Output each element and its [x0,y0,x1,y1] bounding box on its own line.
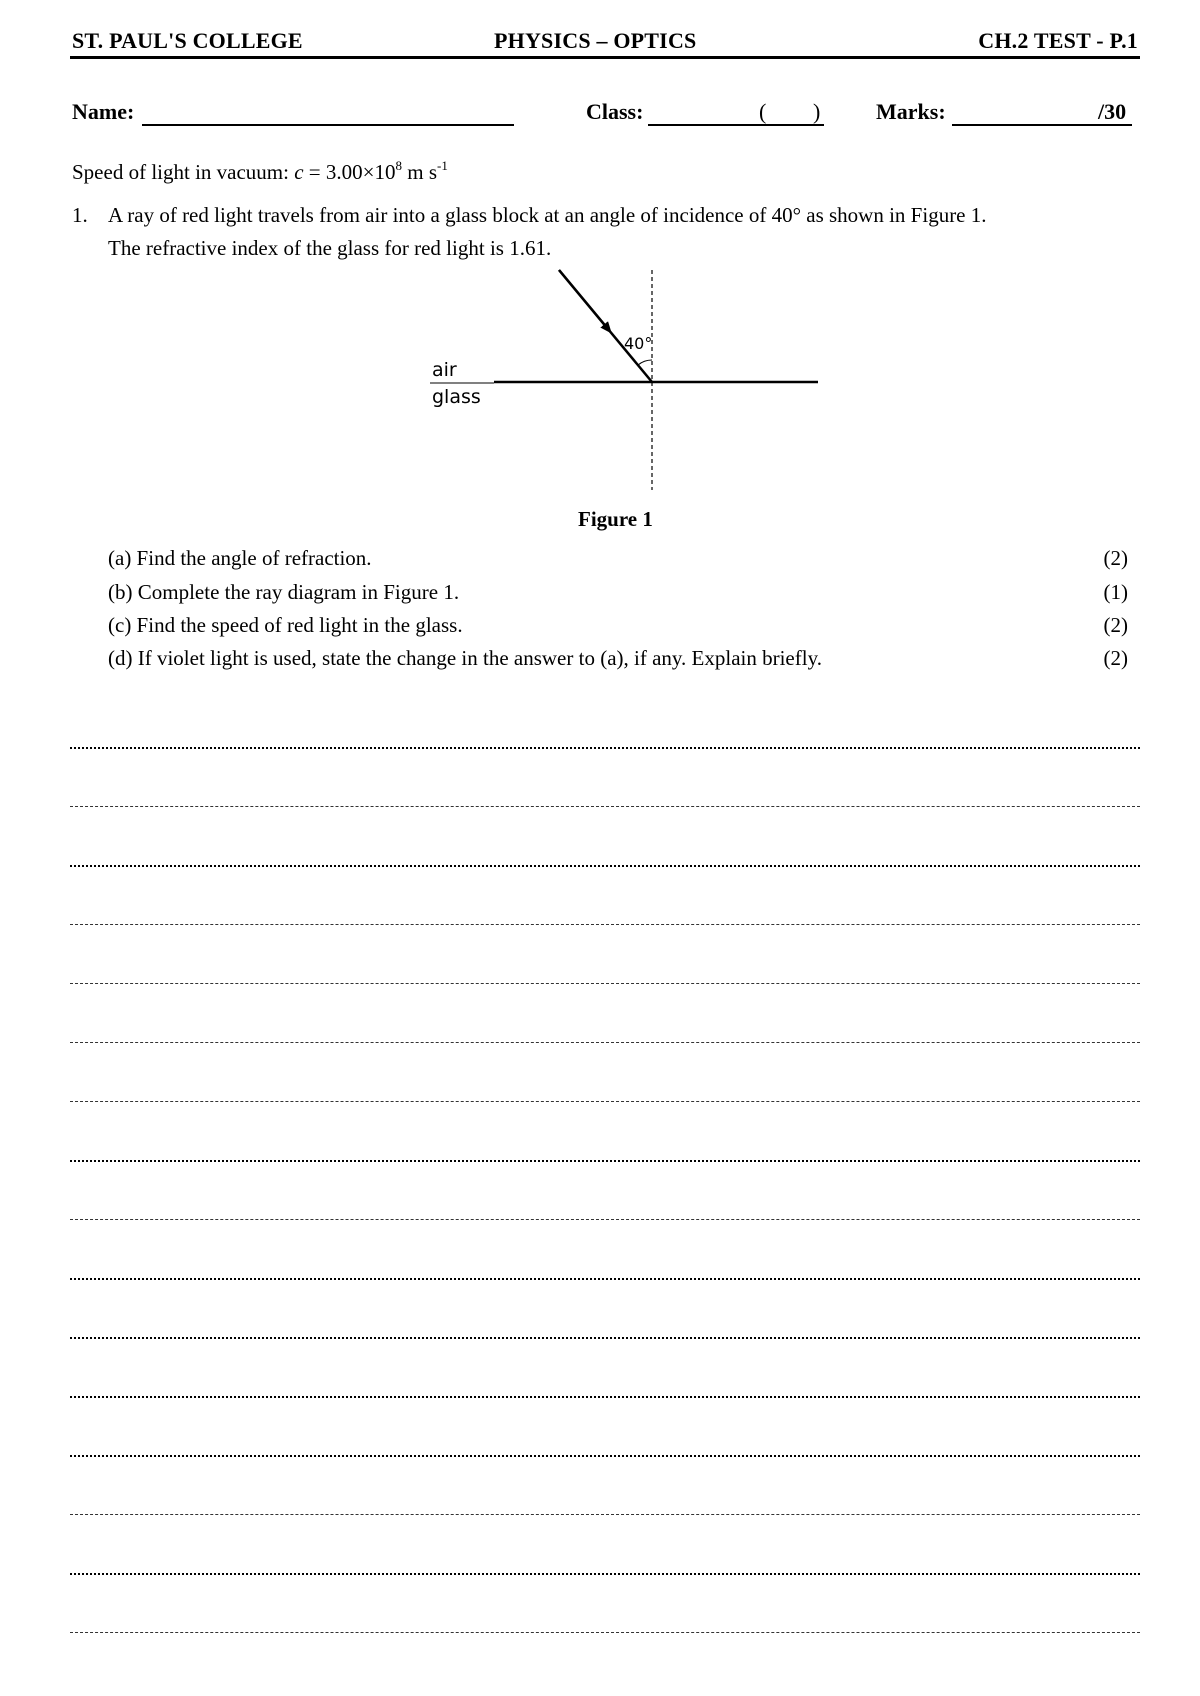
constant-prefix: Speed of light in vacuum: [72,160,295,184]
class-number-bracket-open: ( [759,99,767,124]
part-c-marks: (2) [1103,613,1128,637]
subject-title: PHYSICS – OPTICS [494,28,697,53]
ray-arrow [559,270,608,329]
answer-line[interactable] [70,1042,1140,1043]
figure-caption: Figure 1 [578,507,653,531]
class-label: Class: [586,99,644,124]
part-d-text: (d) If violet light is used, state the change in the answer to (a), if any. Explain briefly. [108,646,822,670]
answer-line[interactable] [70,924,1140,925]
answer-line[interactable] [70,747,1140,749]
air-label: air [432,359,457,381]
answer-line[interactable] [70,1455,1140,1457]
class-field[interactable] [648,100,824,126]
part-b-text: (b) Complete the ray diagram in Figure 1. [108,580,460,604]
name-label: Name: [72,99,135,124]
part-d-marks: (2) [1103,646,1128,670]
marks-total: /30 [1098,99,1127,124]
header-divider [70,56,1140,59]
part-b-marks: (1) [1103,580,1128,604]
question-number: 1. [72,203,88,227]
answer-line[interactable] [70,1337,1140,1339]
constant-value: = 3.00×10 [303,160,396,184]
ray-diagram [420,265,840,495]
answer-line[interactable] [70,983,1140,984]
answer-line[interactable] [70,1396,1140,1398]
constant-unit: m s [401,160,437,184]
part-a-text: (a) Find the angle of refraction. [108,546,372,570]
constant-symbol: c [294,160,304,184]
answer-line[interactable] [70,1514,1140,1515]
angle-arc [638,360,652,365]
answer-line[interactable] [70,1632,1140,1633]
school-name: ST. PAUL'S COLLEGE [72,28,303,53]
question-text-line1: A ray of red light travels from air into a glass block at an angle of incidence of 40° as shown in Figure 1. [108,203,987,227]
name-field[interactable] [142,100,514,126]
answer-line[interactable] [70,806,1140,807]
constant-unit-exponent: -1 [437,158,448,173]
part-c-text: (c) Find the speed of red light in the glass. [108,613,463,637]
angle-label: 40° [624,334,653,353]
answer-line[interactable] [70,1278,1140,1280]
page-label: CH.2 TEST - P.1 [978,28,1138,53]
part-a-marks: (2) [1103,546,1128,570]
class-number-bracket-close: ) [813,99,821,124]
answer-line[interactable] [70,1160,1140,1162]
answer-line[interactable] [70,1101,1140,1102]
glass-label: glass [432,386,481,408]
answer-line[interactable] [70,865,1140,867]
question-text-line2: The refractive index of the glass for red light is 1.61. [108,236,552,260]
speed-of-light-constant [72,160,448,185]
answer-line[interactable] [70,1219,1140,1220]
constant-exponent: 8 [395,158,402,173]
answer-line[interactable] [70,1573,1140,1575]
marks-label: Marks: [876,99,946,124]
